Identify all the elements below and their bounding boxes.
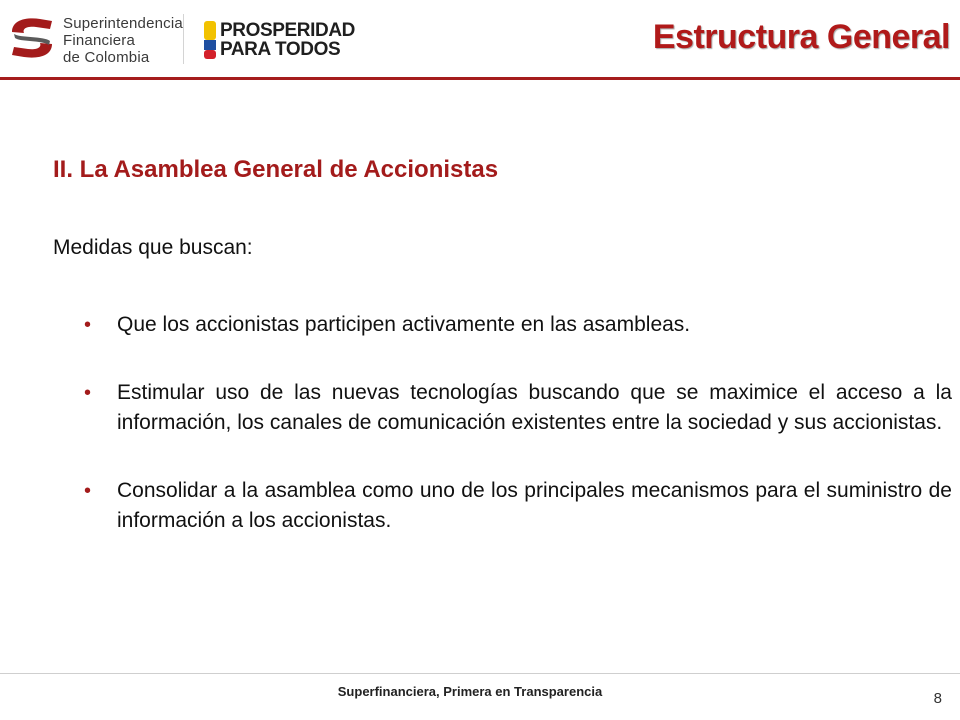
footer-tagline: Superfinanciera, Primera en Transparencia: [337, 684, 603, 699]
superfinanciera-wordmark: [63, 15, 183, 66]
prosperidad-wordmark: [220, 21, 355, 59]
bullet-list: [80, 310, 952, 536]
bullet-icon: •: [84, 314, 92, 336]
superfinanciera-emblem-icon: [6, 12, 58, 64]
bullet-icon: •: [84, 480, 92, 502]
prosperidad-line-1: PROSPERIDAD: [220, 20, 355, 41]
bullet-text: Que los accionistas participen activamente en las asambleas.: [117, 313, 691, 336]
section-heading: II. La Asamblea General de Accionistas: [53, 156, 499, 183]
bullet-item: [80, 378, 952, 438]
superfinanciera-logo: [6, 8, 183, 68]
logo-line-2: Financiera: [63, 32, 136, 49]
page-number: 8: [933, 690, 942, 707]
footer-divider: [0, 673, 960, 674]
prosperidad-logo: [204, 15, 354, 65]
colombia-flag-icon: [204, 21, 216, 59]
bullet-item: [80, 476, 952, 536]
prosperidad-line-2: PARA TODOS: [220, 39, 341, 60]
bullet-text: Consolidar a la asamblea como uno de los principales mecanismos para el suministro de información a los accionistas.: [117, 479, 952, 532]
logo-line-3: de Colombia: [63, 49, 150, 66]
header-divider: [0, 77, 960, 80]
logo-divider: [183, 14, 184, 64]
bullet-icon: •: [84, 382, 92, 404]
intro-text: Medidas que buscan:: [53, 236, 253, 259]
logo-line-1: Superintendencia: [63, 15, 183, 32]
slide-header: [0, 0, 960, 80]
bullet-item: [80, 310, 952, 340]
slide-title: Estructura General: [652, 18, 950, 56]
bullet-text: Estimular uso de las nuevas tecnologías buscando que se maximice el acceso a la información, los canales de comunicación existentes entre la sociedad y sus accionistas.: [117, 381, 952, 434]
